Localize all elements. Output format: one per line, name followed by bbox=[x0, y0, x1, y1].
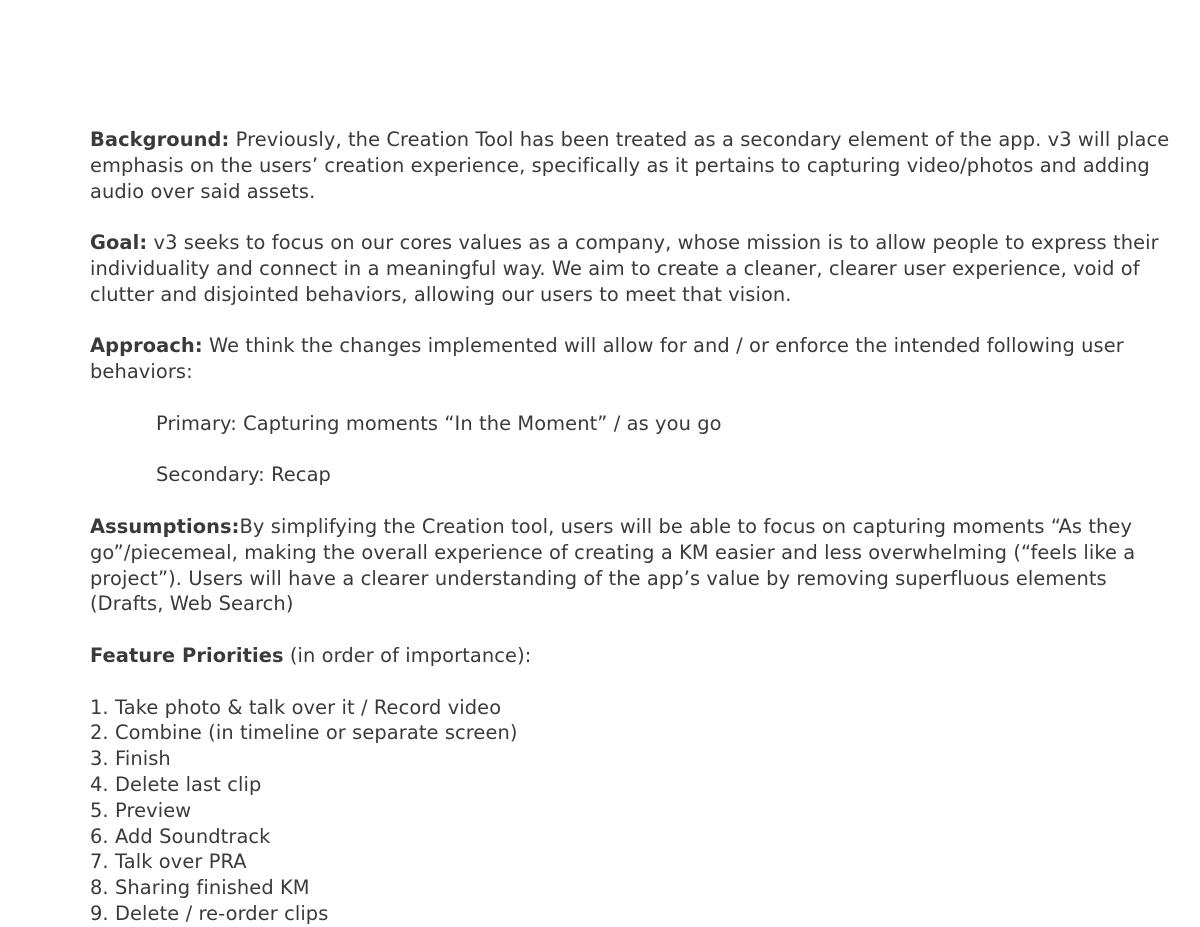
list-item bbox=[90, 849, 1170, 875]
list-item bbox=[90, 720, 1170, 746]
goal-text: v3 seeks to focus on our cores values as a company, whose mission is to allow people to express their individuality and connect in a meaningful way. We aim to create a cleaner, clearer user experience, void of clutter and disjointed behaviors, allowing our users to meet that vision. bbox=[90, 231, 1159, 306]
priorities-label: Feature Priorities bbox=[90, 643, 284, 667]
list-item-number: 2. bbox=[90, 721, 109, 745]
list-item-number: 5. bbox=[90, 798, 109, 822]
approach-label: Approach: bbox=[90, 334, 203, 358]
list-item-text: Finish bbox=[115, 747, 171, 771]
approach-text: We think the changes implemented will allow for and / or enforce the intended following user behaviors: bbox=[90, 334, 1124, 384]
list-item-number: 8. bbox=[90, 876, 109, 900]
list-item-number: 1. bbox=[90, 695, 109, 719]
list-item-number: 7. bbox=[90, 850, 109, 874]
background-paragraph bbox=[90, 127, 1170, 204]
list-item-text: Sharing finished KM bbox=[115, 876, 310, 900]
list-item bbox=[90, 798, 1170, 824]
list-item bbox=[90, 746, 1170, 772]
background-label: Background: bbox=[90, 128, 230, 151]
list-item-text: Delete last clip bbox=[115, 772, 262, 796]
list-item-text: Delete / re-order clips bbox=[115, 901, 329, 925]
priorities-heading bbox=[90, 643, 1170, 669]
secondary-behavior: Secondary: Recap bbox=[156, 463, 331, 487]
approach-paragraph bbox=[90, 333, 1170, 385]
priorities-text: (in order of importance): bbox=[283, 643, 532, 667]
list-item-text: Take photo & talk over it / Record video bbox=[115, 695, 502, 719]
list-item-text: Combine (in timeline or separate screen) bbox=[115, 721, 518, 745]
list-item-text: Talk over PRA bbox=[115, 850, 247, 874]
list-item-number: 9. bbox=[90, 901, 109, 925]
list-item-number: 3. bbox=[90, 747, 109, 771]
list-item bbox=[90, 875, 1170, 901]
document-body bbox=[90, 127, 1170, 927]
assumptions-label: Assumptions: bbox=[90, 514, 240, 538]
assumptions-text: By simplifying the Creation tool, users will be able to focus on capturing moments “As they go”/piecemeal, making the overall experience of creating a KM easier and less overwhelming (“feels like a project”). Users will have a clearer understanding of the app’s value by removing superfluous elements (Drafts, Web Search) bbox=[90, 514, 1136, 616]
goal-label: Goal: bbox=[90, 231, 148, 255]
list-item-number: 4. bbox=[90, 772, 109, 796]
list-item bbox=[90, 901, 1170, 927]
list-item bbox=[90, 824, 1170, 850]
goal-paragraph bbox=[90, 230, 1170, 307]
list-item bbox=[90, 772, 1170, 798]
priorities-list bbox=[90, 695, 1170, 927]
background-text: Previously, the Creation Tool has been treated as a secondary element of the app. v3 will place emphasis on the users’ creation experience, specifically as it pertains to capturing video/photos and adding audio over said assets. bbox=[90, 128, 1170, 203]
list-item-text: Add Soundtrack bbox=[115, 824, 271, 848]
list-item-text: Preview bbox=[115, 798, 192, 822]
assumptions-paragraph bbox=[90, 514, 1170, 617]
primary-behavior: Primary: Capturing moments “In the Moment” / as you go bbox=[156, 411, 722, 435]
list-item bbox=[90, 695, 1170, 721]
list-item-number: 6. bbox=[90, 824, 109, 848]
